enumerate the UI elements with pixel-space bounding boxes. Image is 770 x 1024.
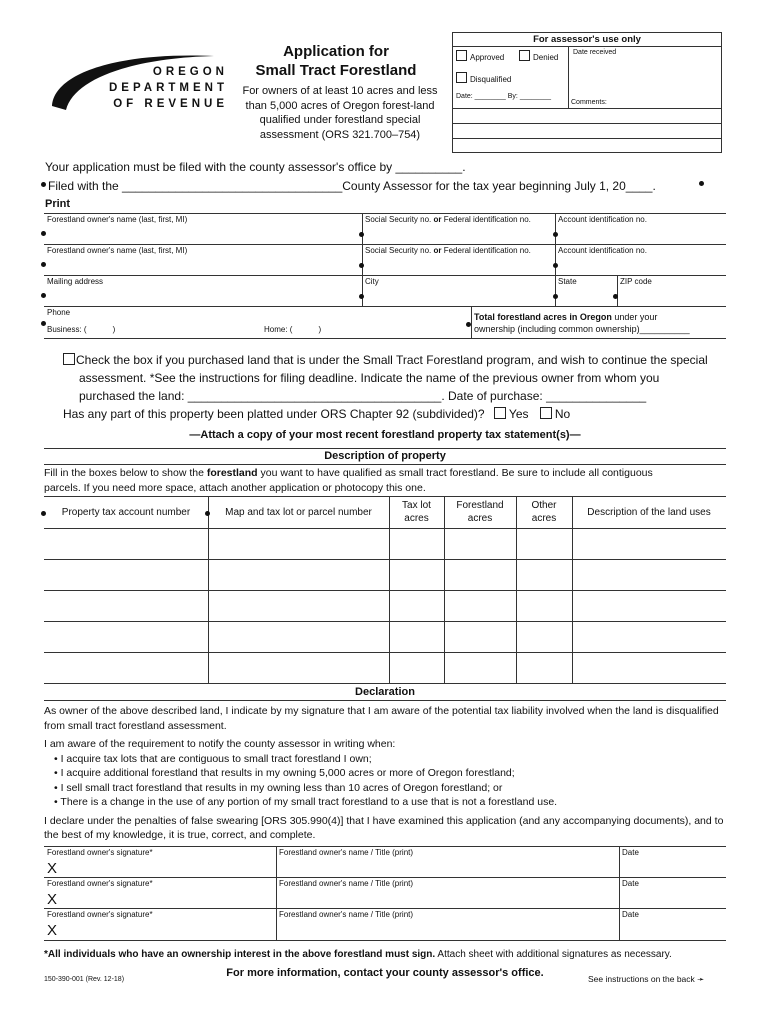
filing-deadline-line[interactable]: Your application must be filed with the county assessor's office by __________. xyxy=(45,160,466,174)
owner-name-title-1[interactable]: Forestland owner's name / Title (print) xyxy=(279,848,414,857)
account-id-field-2[interactable]: Account identification no. xyxy=(558,246,647,255)
owner-name-title-2[interactable]: Forestland owner's name / Title (print) xyxy=(279,879,414,888)
date-received-label: Date received xyxy=(573,49,617,56)
declaration-heading: Declaration xyxy=(355,686,415,698)
print-label: Print xyxy=(45,198,71,210)
platted-yes-checkbox[interactable]: Yes xyxy=(494,407,529,421)
filed-with-line[interactable]: Filed with the _________________________________County Assessor for the tax year beginning July 1, 20____. xyxy=(48,179,656,193)
purchased-land-checkbox[interactable]: Check the box if you purchased land that is under the Small Tract Forestland program, and wish to continue the special xyxy=(63,351,728,369)
total-acres-field[interactable]: Total forestland acres in Oregon under your ownership (including common ownership)__________ xyxy=(474,312,690,334)
form-subtitle: For owners of at least 10 acres and less than 5,000 acres of Oregon forest-land qualified under forestland special assessment (ORS 321.700–754) xyxy=(242,85,438,141)
col-land-use-description: Description of the land uses xyxy=(587,507,711,518)
date-by-field[interactable]: Date: ________ By: ________ xyxy=(456,93,551,100)
state-field[interactable]: State xyxy=(558,277,577,286)
property-table xyxy=(44,496,726,686)
previous-owner-field[interactable]: purchased the land: ______________________________________. Date of purchase: _______________ xyxy=(79,389,647,403)
col-map-taxlot: Map and tax lot or parcel number xyxy=(225,507,372,518)
disqualified-checkbox[interactable]: Disqualified xyxy=(456,72,511,84)
assessor-box-title: For assessor's use only xyxy=(453,33,721,47)
signature-date-2[interactable]: Date xyxy=(622,879,639,888)
signature-grid xyxy=(44,846,726,942)
signature-date-1[interactable]: Date xyxy=(622,848,639,857)
table-row[interactable] xyxy=(44,591,726,621)
agency-name: OREGON DEPARTMENT OF REVENUE xyxy=(108,66,228,110)
description-intro: Fill in the boxes below to show the forestland you want to have qualified as small tract forestland. Be sure to include all contiguous parcels. If you need more space, attach another application or photocopy this one. xyxy=(44,467,653,494)
col-account-number: Property tax account number xyxy=(61,507,191,518)
description-heading: Description of property xyxy=(324,450,446,462)
owner-signature-3[interactable]: Forestland owner's signature* X xyxy=(47,910,153,939)
table-row[interactable] xyxy=(44,622,726,652)
attach-statement-note: —Attach a copy of your most recent forestland property tax statement(s)— xyxy=(189,429,581,441)
platted-no-checkbox[interactable]: No xyxy=(540,407,570,421)
contact-info: For more information, contact your county assessor's office. xyxy=(226,967,544,979)
col-forestland-acres: Forestland acres xyxy=(456,500,504,524)
table-row[interactable] xyxy=(44,653,726,683)
ssn-field-1[interactable]: Social Security no. or Federal identification no. xyxy=(365,215,531,224)
ssn-field-2[interactable]: Social Security no. or Federal identification no. xyxy=(365,246,531,255)
signature-date-3[interactable]: Date xyxy=(622,910,639,919)
owner-info-grid xyxy=(44,213,726,339)
col-other-acres: Other acres xyxy=(531,500,557,524)
account-id-field-1[interactable]: Account identification no. xyxy=(558,215,647,224)
owner-name-title-3[interactable]: Forestland owner's name / Title (print) xyxy=(279,910,414,919)
signature-note: *All individuals who have an ownership interest in the above forestland must sign. Attach sheet with additional signatures as necessary. xyxy=(44,949,672,960)
table-row[interactable] xyxy=(44,529,726,559)
approved-checkbox[interactable]: Approved xyxy=(456,50,504,62)
col-taxlot-acres: Tax lot acres xyxy=(402,500,431,524)
purchase-section: Check the box if you purchased land that is under the Small Tract Forestland program, and wish to continue the special assessment. *See the instructions for filing deadline. Indicate the name of the previous owner from whom you purchased the land: ______________________________________. Date of purchase: _______________ Has any part of this property been platted under ORS Chapter 92 (subdivided)? Yes No xyxy=(63,351,728,423)
phone-field[interactable]: Phone Business: ( ) Home: ( ) xyxy=(47,308,322,334)
comments-label: Comments: xyxy=(571,99,607,106)
form-title: Application for Small Tract Forestland xyxy=(255,43,417,79)
assessor-use-box xyxy=(452,32,722,153)
form-number: 150-390-001 (Rev. 12-18) xyxy=(44,976,125,983)
owner-signature-1[interactable]: Forestland owner's signature* X xyxy=(47,848,153,877)
owner-name-field-1[interactable]: Forestland owner's name (last, first, MI) xyxy=(47,215,188,224)
zip-field[interactable]: ZIP code xyxy=(620,277,652,286)
denied-checkbox[interactable]: Denied xyxy=(519,50,558,62)
declaration-text: As owner of the above described land, I indicate by my signature that I am aware of the potential tax liability involved when the land is disqualified from small tract forestland assessment. I am aware of the requirement to notify the county assessor in writing when: • I acquire tax lots that are contiguous to small tract forestland I own; • I acquire additional forestland that results in my owning 5,000 acres or more of Oregon forestland; • I sell small tract forestland that results in my owning less than 10 acres of Oregon forestland; or • There is a change in the use of any portion of my small tract forestland to a use that is not a forestland use. I declare under the penalties of false swearing [ORS 305.990(4)] that I have examined this application (and any accompanying documents), and to the best of my knowledge, it is true, correct, and complete. xyxy=(44,705,724,841)
agency-logo xyxy=(44,44,234,124)
see-instructions-link[interactable]: See instructions on the back ➛ xyxy=(588,974,705,984)
city-field[interactable]: City xyxy=(365,277,379,286)
owner-signature-2[interactable]: Forestland owner's signature* X xyxy=(47,879,153,908)
owner-name-field-2[interactable]: Forestland owner's name (last, first, MI) xyxy=(47,246,188,255)
table-row[interactable] xyxy=(44,560,726,590)
mailing-address-field[interactable]: Mailing address xyxy=(47,277,104,286)
